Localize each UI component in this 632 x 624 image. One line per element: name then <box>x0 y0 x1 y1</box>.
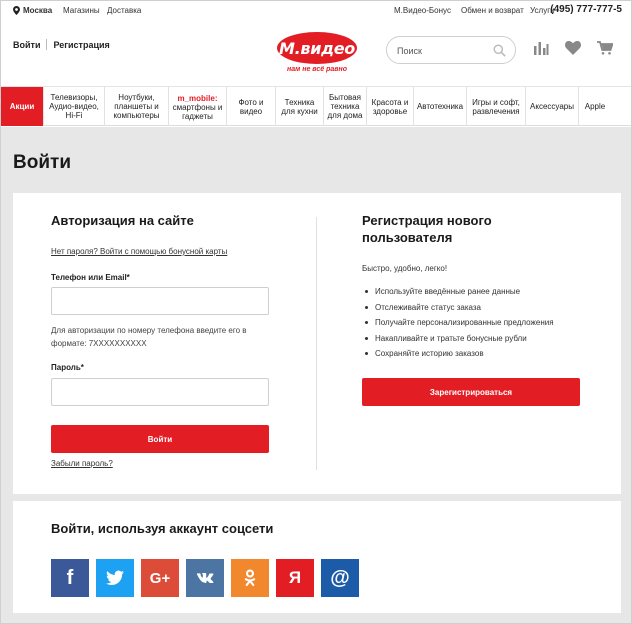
phone-format-hint: Для авторизации по номеру телефона введите его в формате: 7XXXXXXXXXX <box>51 326 247 348</box>
main-content <box>1 127 631 624</box>
search-input[interactable] <box>397 43 491 58</box>
stores-link[interactable]: Магазины <box>63 6 100 15</box>
city-name: Москва <box>23 6 53 15</box>
benefit-item: Используйте введённые ранее данные <box>362 284 592 300</box>
register-button[interactable]: Зарегистрироваться <box>362 378 580 406</box>
nav-item-photo[interactable]: Фото и видео <box>227 87 276 126</box>
social-login-card <box>13 501 621 613</box>
delivery-link[interactable]: Доставка <box>107 6 142 15</box>
site-header <box>1 21 631 87</box>
social-buttons <box>51 559 359 597</box>
login-heading: Авторизация на сайте <box>51 213 194 228</box>
exchange-link[interactable]: Обмен и возврат <box>461 6 524 15</box>
search-box <box>386 36 516 64</box>
bonus-link[interactable]: М.Видео-Бонус <box>394 6 451 15</box>
register-intro: Быстро, удобно, легко! <box>362 264 448 273</box>
auth-separator <box>46 39 47 50</box>
phone-email-label: Телефон или Email* <box>51 273 130 282</box>
odnoklassniki-icon <box>241 569 259 587</box>
benefit-item: Получайте персонализированные предложения <box>362 315 592 331</box>
nav-item-tv[interactable]: Телевизоры, Аудио-видео, Hi-Fi <box>44 87 105 126</box>
logo-tagline: нам не всё равно <box>287 66 347 73</box>
nav-item-laptops[interactable]: Ноутбуки, планшеты и компьютеры <box>105 87 169 126</box>
nav-item-mobile[interactable] <box>169 87 227 126</box>
nav-item-sale[interactable]: Акции <box>1 87 44 126</box>
city-selector[interactable] <box>13 6 52 15</box>
nav-item-beauty[interactable]: Красота и здоровье <box>367 87 414 126</box>
nav-item-home[interactable]: Бытовая техника для дома <box>324 87 367 126</box>
vkontakte-button[interactable] <box>186 559 224 597</box>
nav-item-games[interactable]: Игры и софт, развлечения <box>467 87 526 126</box>
favorites-heart-icon[interactable] <box>565 41 581 55</box>
google-plus-button[interactable] <box>141 559 179 597</box>
facebook-button[interactable] <box>51 559 89 597</box>
bonus-card-login-link[interactable]: Нет пароля? Войти с помощью бонусной карты <box>51 247 228 256</box>
mvideo-logo[interactable] <box>277 32 357 78</box>
benefit-item: Отслеживайте статус заказа <box>362 300 592 316</box>
header-register-link[interactable]: Регистрация <box>53 39 110 50</box>
odnoklassniki-button[interactable] <box>231 559 269 597</box>
nav-mobile-label: смартфоны и гаджеты <box>172 103 223 121</box>
social-heading: Войти, используя аккаунт соцсети <box>51 521 274 536</box>
services-link[interactable]: Услуги <box>530 6 555 15</box>
login-card <box>13 193 621 494</box>
yandex-button[interactable] <box>276 559 314 597</box>
benefit-item: Сохраняйте историю заказов <box>362 346 592 362</box>
twitter-button[interactable] <box>96 559 134 597</box>
benefit-item: Накапливайте и тратьте бонусные рубли <box>362 331 592 347</box>
register-heading: Регистрация нового пользователя <box>362 213 492 245</box>
logo-oval <box>277 32 357 64</box>
mail-ru-button[interactable] <box>321 559 359 597</box>
facebook-icon: f <box>66 566 74 589</box>
password-label: Пароль* <box>51 363 84 372</box>
mail-ru-icon: @ <box>330 566 350 589</box>
twitter-icon <box>106 569 124 587</box>
logo-text: М.видео <box>278 38 355 58</box>
auth-links <box>13 39 110 50</box>
yandex-icon: Я <box>288 568 302 587</box>
cart-icon[interactable] <box>597 41 613 55</box>
category-nav <box>1 87 631 126</box>
nav-item-apple[interactable]: Apple <box>584 102 606 111</box>
search-icon[interactable] <box>493 44 506 57</box>
page-title: Войти <box>13 152 71 173</box>
forgot-password-link[interactable]: Забыли пароль? <box>51 459 113 468</box>
top-utility-bar <box>1 1 631 21</box>
vk-icon <box>196 569 214 587</box>
benefits-list <box>362 284 592 362</box>
header-login-link[interactable]: Войти <box>13 39 41 50</box>
nav-item-accessories[interactable]: Аксессуары <box>526 87 579 126</box>
google-plus-icon: G+ <box>149 569 171 587</box>
password-input[interactable] <box>51 378 269 406</box>
phone-number[interactable]: (495) 777-777-5 <box>550 4 622 15</box>
login-submit-button[interactable]: Войти <box>51 425 269 453</box>
column-divider <box>316 217 317 470</box>
nav-item-auto[interactable]: Автотехника <box>414 87 467 126</box>
nav-item-kitchen[interactable]: Техника для кухни <box>276 87 324 126</box>
nav-mobile-brand: m_mobile: <box>177 94 218 103</box>
phone-email-input[interactable] <box>51 287 269 315</box>
compare-icon[interactable] <box>533 41 549 55</box>
location-pin-icon <box>13 6 20 15</box>
